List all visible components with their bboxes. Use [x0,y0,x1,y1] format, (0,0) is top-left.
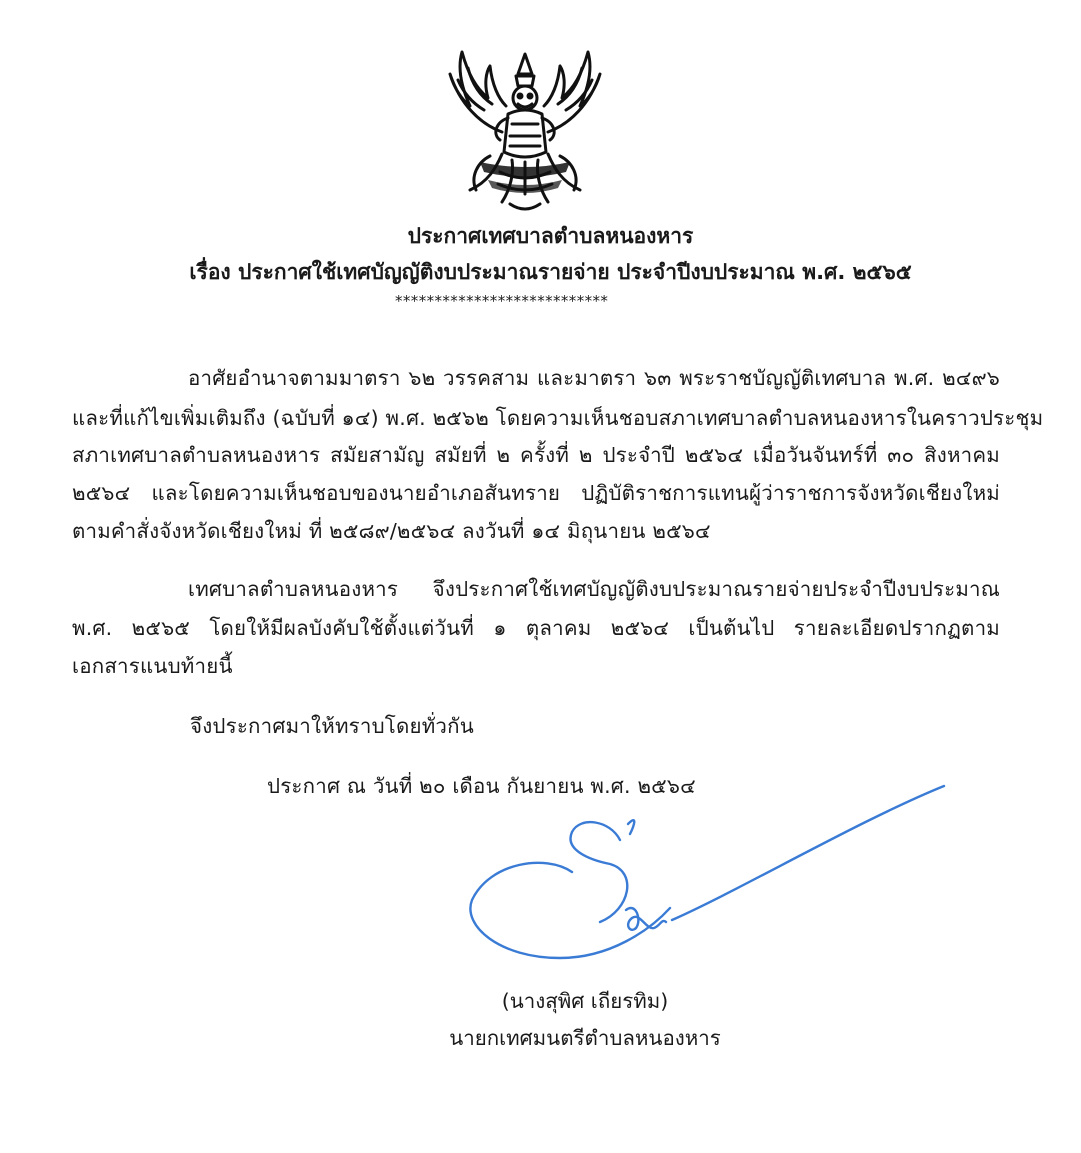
paragraph-1-line-3: สภาเทศบาลตำบลหนองหาร สมัยสามัญ สมัยที่ ๒ ครั้งที่ ๒ ประจำปี ๒๕๖๔ เมื่อวันจันทร์ที่ ๓๐ สิงหาคม [72,443,1000,467]
announcement-subject: เรื่อง ประกาศใช้เทศบัญญัติงบประมาณรายจ่าย ประจำปีงบประมาณ พ.ศ. ๒๕๖๕ [189,260,912,284]
paragraph-1-line-5: ตามคำสั่งจังหวัดเชียงใหม่ ที่ ๒๕๘๙/๒๕๖๔ ลงวันที่ ๑๔ มิถุนายน ๒๕๖๔ [72,519,711,543]
announcement-title: ประกาศเทศบาลตำบลหนองหาร [407,224,694,248]
paragraph-2-line-1: เทศบาลตำบลหนองหาร จึงประกาศใช้เทศบัญญัติงบประมาณรายจ่ายประจำปีงบประมาณ [188,577,1000,601]
signatory-position: นายกเทศมนตรีตำบลหนองหาร [449,1026,721,1050]
divider-asterisks: *************************** [395,292,609,310]
signatory-name: (นางสุพิศ เถียรทิม) [501,989,669,1013]
paragraph-1-line-2: และที่แก้ไขเพิ่มเติมถึง (ฉบับที่ ๑๔) พ.ศ. ๒๕๖๒ โดยความเห็นชอบสภาเทศบาลตำบลหนองหารในคราวประชุม [72,406,1044,430]
paragraph-1-line-1: อาศัยอำนาจตามมาตรา ๖๒ วรรคสาม และมาตรา ๖๓ พระราชบัญญัติเทศบาล พ.ศ. ๒๔๙๖ [188,366,1000,390]
paragraph-2-line-2: พ.ศ. ๒๕๖๕ โดยให้มีผลบังคับใช้ตั้งแต่วันที่ ๑ ตุลาคม ๒๕๖๔ เป็นต้นไป รายละเอียดปรากฏตาม [72,616,1000,640]
paragraph-2-line-3: เอกสารแนบท้ายนี้ [72,654,233,678]
handwritten-signature [460,780,960,970]
garuda-emblem-icon [440,44,610,216]
closing-statement: จึงประกาศมาให้ทราบโดยทั่วกัน [190,714,474,738]
announcement-date: ประกาศ ณ วันที่ ๒๐ เดือน กันยายน พ.ศ. ๒๕๖๔ [267,774,696,798]
paragraph-1-line-4: ๒๕๖๔ และโดยความเห็นชอบของนายอำเภอสันทราย ปฏิบัติราชการแทนผู้ว่าราชการจังหวัดเชียงใหม่ [72,481,1000,505]
